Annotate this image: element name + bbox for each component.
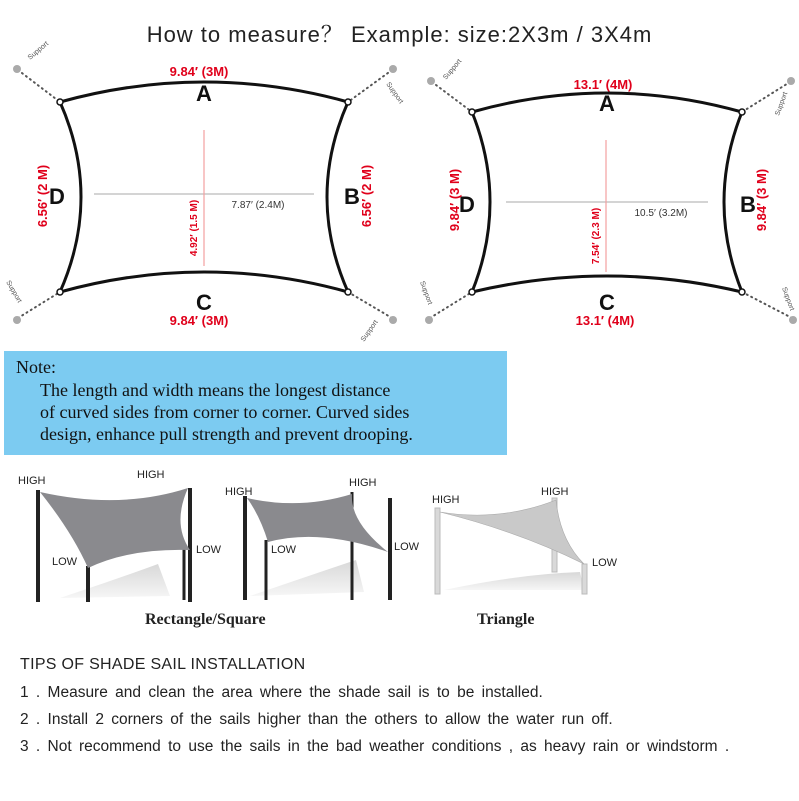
rect2-high-left: HIGH bbox=[225, 486, 253, 498]
left-side-d: D bbox=[49, 184, 65, 209]
right-side-c: C bbox=[599, 290, 615, 315]
left-support-br: Support bbox=[359, 319, 380, 344]
note-box bbox=[4, 351, 507, 455]
left-right-length: 6.56′ (2 M) bbox=[359, 164, 374, 228]
right-sail-outline bbox=[472, 93, 742, 292]
right-bottom-length: 13.1′ (4M) bbox=[575, 313, 635, 328]
rect-example-1 bbox=[18, 469, 222, 602]
left-inner-width: 7.87′ (2.4M) bbox=[231, 200, 285, 211]
right-support-tr: Support bbox=[774, 91, 790, 117]
rect2-high-right: HIGH bbox=[349, 477, 377, 489]
right-diagram bbox=[418, 58, 797, 328]
note-line: design, enhance pull strength and prevent drooping. bbox=[40, 424, 413, 444]
right-support-bl: Support bbox=[418, 280, 434, 306]
caption-triangle: Triangle bbox=[477, 611, 535, 628]
rect-example-2 bbox=[225, 477, 420, 600]
triangle-high-right: HIGH bbox=[541, 486, 569, 498]
tip-item: 1 . Measure and clean the area where the shade sail is to be installed. bbox=[20, 684, 543, 701]
left-inner-height: 4.92′ (1.5 M) bbox=[189, 199, 200, 257]
caption-rectangle: Rectangle/Square bbox=[145, 611, 266, 628]
note-line: of curved sides from corner to corner. Curved sides bbox=[40, 402, 410, 422]
right-side-d: D bbox=[459, 192, 475, 217]
tip-item: 3 . Not recommend to use the sails in the bad weather conditions , as heavy rain or windstorm . bbox=[20, 738, 730, 755]
left-side-c: C bbox=[196, 290, 212, 315]
right-side-a: A bbox=[599, 91, 615, 116]
left-side-b: B bbox=[344, 184, 360, 209]
left-top-length: 9.84′ (3M) bbox=[169, 64, 229, 79]
rect1-low-left: LOW bbox=[52, 556, 78, 568]
rect1-low-right: LOW bbox=[196, 544, 222, 556]
right-inner-width: 10.5′ (3.2M) bbox=[634, 208, 688, 219]
note-line: The length and width means the longest distance bbox=[40, 380, 391, 400]
rect1-high-right: HIGH bbox=[137, 469, 165, 481]
rect2-low-right: LOW bbox=[394, 541, 420, 553]
left-support-tl: Support bbox=[26, 40, 51, 62]
triangle-high-left: HIGH bbox=[432, 494, 460, 506]
note-body bbox=[40, 379, 500, 445]
left-side-a: A bbox=[196, 81, 212, 106]
right-right-length: 9.84′ (3 M) bbox=[754, 168, 769, 232]
left-support-bl: Support bbox=[4, 279, 23, 305]
tip-item: 2 . Install 2 corners of the sails higher than the others to allow the water run off. bbox=[20, 711, 613, 728]
tips-title: TIPS OF SHADE SAIL INSTALLATION bbox=[20, 656, 306, 673]
left-diagram bbox=[4, 40, 404, 343]
page-title: How to measure？ Example: size:2X3m / 3X4m bbox=[146, 22, 653, 47]
triangle-example bbox=[432, 486, 618, 594]
triangle-low: LOW bbox=[592, 557, 618, 569]
left-bottom-length: 9.84′ (3M) bbox=[169, 313, 229, 328]
note-title: Note: bbox=[16, 357, 56, 377]
right-support-tl: Support bbox=[442, 57, 464, 82]
left-support-tr: Support bbox=[384, 81, 405, 106]
right-left-length: 9.84′ (3 M) bbox=[447, 168, 462, 232]
right-top-length: 13.1′ (4M) bbox=[573, 77, 633, 92]
rect1-high-left: HIGH bbox=[18, 475, 46, 487]
rect2-low-left: LOW bbox=[271, 544, 297, 556]
measurement-diagrams bbox=[0, 0, 799, 350]
left-left-length: 6.56′ (2 M) bbox=[35, 164, 50, 228]
right-support-br: Support bbox=[780, 286, 796, 312]
right-inner-height: 7.54′ (2.3 M) bbox=[591, 207, 602, 265]
right-side-b: B bbox=[740, 192, 756, 217]
mount-examples bbox=[0, 460, 799, 610]
